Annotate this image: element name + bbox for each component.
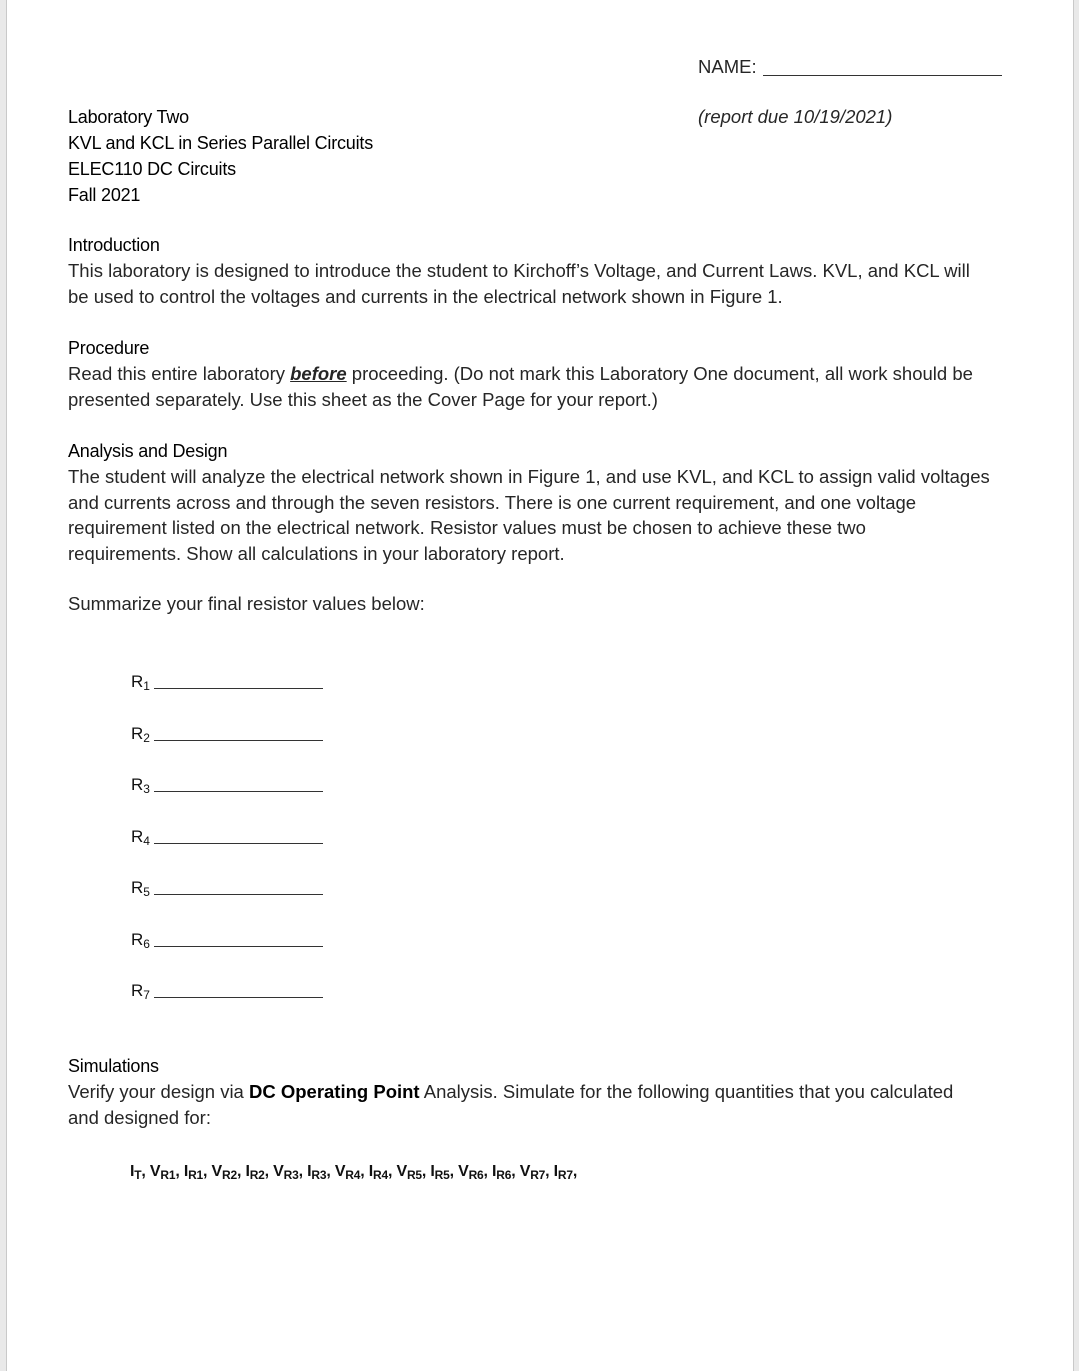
due-date: (report due 10/19/2021) (698, 106, 893, 127)
paragraph-line: The student will analyze the electrical network shown in Figure 1, and use KVL, and KCL to assign valid voltages (68, 466, 990, 487)
dc-operating-point-term: DC Operating Point (248, 1081, 420, 1102)
simulations-section (68, 1053, 1013, 1130)
simulations-heading: Simulations (68, 1056, 159, 1076)
quantity-item: $I_{R7}$, (553, 1163, 578, 1182)
resistor-field-r2: $R_2$ (131, 724, 150, 744)
quantity-item: $I_{R1}$, (183, 1163, 212, 1182)
answer-line[interactable] (154, 791, 323, 792)
procedure-heading: Procedure (68, 338, 150, 358)
answer-line[interactable] (154, 843, 323, 844)
title-line: Fall 2021 (68, 185, 141, 205)
title-line: Laboratory Two (68, 107, 189, 127)
procedure-section (68, 335, 1013, 412)
resistor-field-r7: $R_7$ (131, 981, 150, 1001)
quantity-item: $I_{R4}$, (368, 1163, 397, 1182)
resistor-field-r1: $R_1$ (131, 672, 150, 692)
answer-line[interactable] (154, 688, 323, 689)
paragraph-line: requirement listed on the electrical network. Resistor values must be chosen to achieve these two (68, 517, 866, 539)
quantity-item: $I_T$, (130, 1163, 150, 1182)
paragraph-line: Verify your design via DC Operating Point Analysis. Simulate for the following quantities that you calculated (68, 1081, 954, 1102)
analysis-heading: Analysis and Design (68, 441, 228, 461)
quantity-item: $I_{R3}$, (307, 1163, 335, 1182)
quantity-item: $I_{R2}$, (245, 1163, 274, 1182)
resistor-field-r5: $R_5$ (131, 878, 150, 898)
document-page (6, 0, 1074, 1371)
title-block (68, 104, 373, 208)
paragraph-line: requirements. Show all calculations in your laboratory report. (68, 542, 565, 564)
quantity-item: $V_{R6}$, (458, 1163, 493, 1182)
quantity-item: $I_{R5}$, (430, 1163, 459, 1182)
answer-line[interactable] (154, 997, 323, 998)
resistor-field-r6: $R_6$ (131, 930, 150, 950)
answer-line[interactable] (154, 894, 323, 895)
emphasis-before: before (290, 363, 347, 384)
quantity-item: $V_{R1}$, (149, 1163, 184, 1182)
paragraph-line: Read this entire laboratory before proceeding. (Do not mark this Laboratory One document, all work should be (68, 363, 973, 384)
quantity-item: $V_{R4}$, (334, 1163, 369, 1182)
summary-instruction: Summarize your final resistor values below: (68, 593, 425, 615)
answer-line[interactable] (154, 946, 323, 947)
name-label: NAME: (698, 56, 757, 77)
name-line (763, 75, 1002, 76)
introduction-heading: Introduction (68, 235, 160, 255)
paragraph-line: be used to control the voltages and currents in the electrical network shown in Figure 1. (68, 285, 783, 307)
quantity-item: $V_{R7}$, (519, 1163, 554, 1182)
resistor-field-r3: $R_3$ (131, 775, 150, 795)
answer-line[interactable] (154, 740, 323, 741)
quantity-item: $V_{R3}$, (273, 1163, 308, 1182)
introduction-section (68, 232, 1013, 309)
paragraph-line: and designed for: (68, 1106, 211, 1128)
quantity-item: $V_{R2}$, (211, 1163, 246, 1182)
analysis-section (68, 438, 1013, 617)
title-line: KVL and KCL in Series Parallel Circuits (68, 133, 374, 153)
paragraph-line: and currents across and through the seven resistors. There is one current requirement, and one voltage (68, 491, 917, 513)
paragraph-line: This laboratory is designed to introduce the student to Kirchoff’s Voltage, and Current Laws. KVL, and KCL will (68, 260, 970, 281)
simulation-quantities (130, 1163, 577, 1182)
paragraph-line: presented separately. Use this sheet as the Cover Page for your report.) (68, 388, 658, 410)
title-line: ELEC110 DC Circuits (68, 159, 236, 179)
resistor-field-r4: $R_4$ (131, 827, 150, 847)
quantity-item: $I_{R6}$, (492, 1163, 520, 1182)
quantity-item: $V_{R5}$, (396, 1163, 431, 1182)
